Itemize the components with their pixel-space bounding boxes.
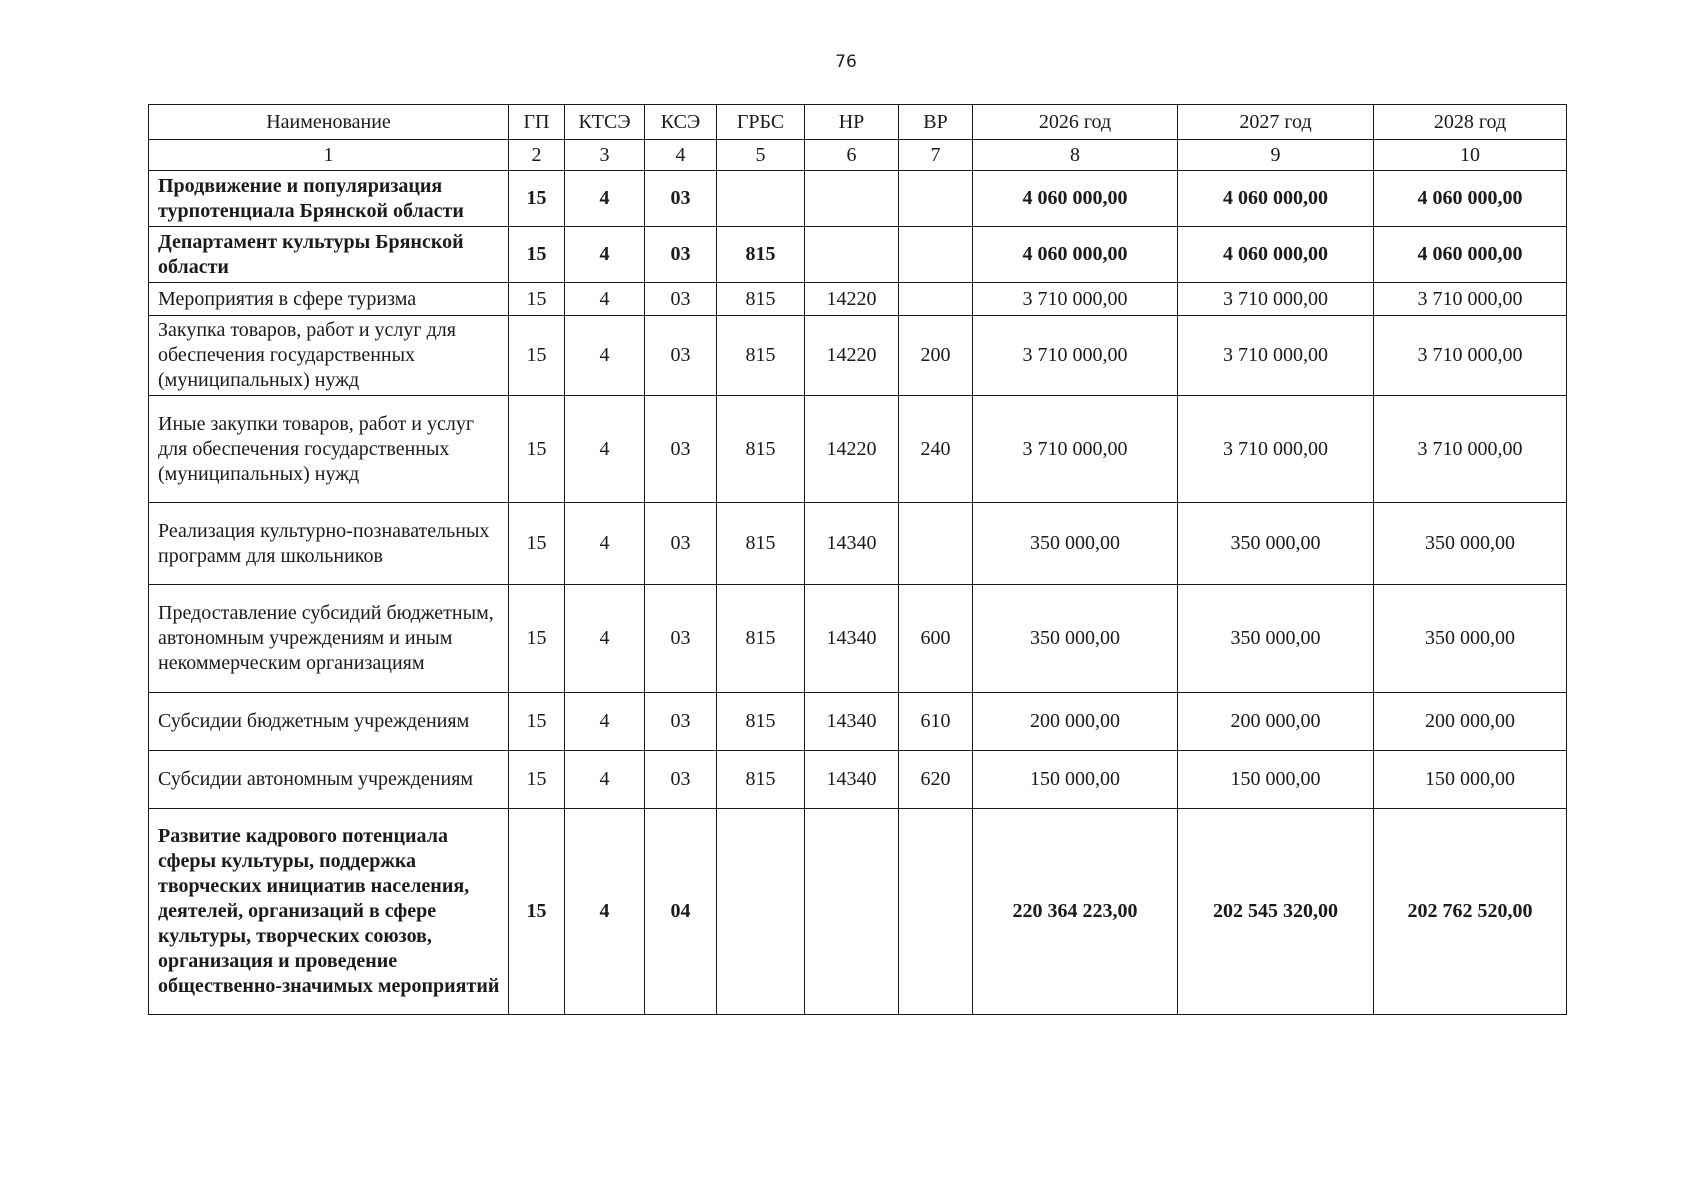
- cell-name: Реализация культурно-познавательных программ для школьников: [149, 503, 509, 585]
- cell-col-2: 15: [509, 503, 565, 585]
- cell-col-8: 350 000,00: [973, 585, 1178, 693]
- cell-col-9: 200 000,00: [1178, 693, 1374, 751]
- cell-col-6: 14220: [805, 316, 899, 396]
- cell-col-6: 14220: [805, 396, 899, 503]
- cell-col-4: 03: [645, 396, 717, 503]
- cell-col-3: 3: [565, 140, 645, 171]
- table-row: [149, 227, 1567, 283]
- cell-col-7: 620: [899, 751, 973, 809]
- cell-col-3: 4: [565, 585, 645, 693]
- cell-col-5: 815: [717, 316, 805, 396]
- cell-name: 1: [149, 140, 509, 171]
- cell-col-10: 350 000,00: [1374, 585, 1567, 693]
- table-row: [149, 283, 1567, 316]
- cell-col-3: 4: [565, 283, 645, 316]
- cell-col-2: 15: [509, 316, 565, 396]
- cell-col-9: 350 000,00: [1178, 503, 1374, 585]
- cell-col-7: 610: [899, 693, 973, 751]
- cell-name: Мероприятия в сфере туризма: [149, 283, 509, 316]
- page-number: 76: [835, 52, 857, 72]
- cell-col-4: 03: [645, 693, 717, 751]
- table-row: [149, 693, 1567, 751]
- cell-col-6: [805, 171, 899, 227]
- cell-col-6: НР: [805, 105, 899, 140]
- cell-col-10: 202 762 520,00: [1374, 809, 1567, 1015]
- cell-col-7: [899, 809, 973, 1015]
- cell-col-10: 3 710 000,00: [1374, 316, 1567, 396]
- cell-col-3: 4: [565, 171, 645, 227]
- cell-col-6: [805, 809, 899, 1015]
- cell-col-9: 202 545 320,00: [1178, 809, 1374, 1015]
- cell-col-6: [805, 227, 899, 283]
- cell-col-10: 4 060 000,00: [1374, 227, 1567, 283]
- cell-name: Продвижение и популяризация турпотенциала Брянской области: [149, 171, 509, 227]
- cell-col-5: 815: [717, 693, 805, 751]
- cell-col-2: 15: [509, 227, 565, 283]
- cell-col-3: 4: [565, 316, 645, 396]
- cell-col-10: 3 710 000,00: [1374, 396, 1567, 503]
- cell-col-5: 5: [717, 140, 805, 171]
- cell-col-7: [899, 171, 973, 227]
- cell-col-5: 815: [717, 396, 805, 503]
- column-number-row: [149, 140, 1567, 171]
- cell-name: Иные закупки товаров, работ и услуг для обеспечения государственных (муниципальных) нужд: [149, 396, 509, 503]
- cell-col-9: 3 710 000,00: [1178, 283, 1374, 316]
- cell-col-2: 2: [509, 140, 565, 171]
- cell-name: Предоставление субсидий бюджетным, автономным учреждениям и иным некоммерческим организациям: [149, 585, 509, 693]
- cell-col-8: 8: [973, 140, 1178, 171]
- cell-name: Субсидии бюджетным учреждениям: [149, 693, 509, 751]
- cell-col-2: 15: [509, 585, 565, 693]
- cell-col-4: 03: [645, 283, 717, 316]
- cell-col-8: 150 000,00: [973, 751, 1178, 809]
- cell-col-6: 14340: [805, 503, 899, 585]
- cell-col-4: 03: [645, 171, 717, 227]
- cell-col-3: 4: [565, 693, 645, 751]
- cell-col-10: 150 000,00: [1374, 751, 1567, 809]
- cell-col-9: 150 000,00: [1178, 751, 1374, 809]
- cell-col-5: 815: [717, 503, 805, 585]
- cell-col-9: 4 060 000,00: [1178, 227, 1374, 283]
- cell-col-9: 3 710 000,00: [1178, 396, 1374, 503]
- table-header-row: [149, 105, 1567, 140]
- cell-col-4: 4: [645, 140, 717, 171]
- cell-name: Департамент культуры Брянской области: [149, 227, 509, 283]
- cell-col-6: 14340: [805, 693, 899, 751]
- cell-col-7: [899, 227, 973, 283]
- cell-col-8: 4 060 000,00: [973, 171, 1178, 227]
- cell-col-3: КТСЭ: [565, 105, 645, 140]
- cell-col-6: 14340: [805, 751, 899, 809]
- cell-col-9: 3 710 000,00: [1178, 316, 1374, 396]
- cell-col-5: 815: [717, 751, 805, 809]
- cell-col-10: 200 000,00: [1374, 693, 1567, 751]
- table-row: [149, 751, 1567, 809]
- cell-col-4: 04: [645, 809, 717, 1015]
- cell-col-2: 15: [509, 751, 565, 809]
- cell-col-9: 2027 год: [1178, 105, 1374, 140]
- cell-col-2: 15: [509, 396, 565, 503]
- cell-col-10: 10: [1374, 140, 1567, 171]
- cell-col-10: 4 060 000,00: [1374, 171, 1567, 227]
- cell-col-3: 4: [565, 503, 645, 585]
- cell-col-3: 4: [565, 227, 645, 283]
- table-row: [149, 316, 1567, 396]
- cell-col-7: ВР: [899, 105, 973, 140]
- cell-col-8: 220 364 223,00: [973, 809, 1178, 1015]
- cell-col-7: 600: [899, 585, 973, 693]
- cell-col-3: 4: [565, 751, 645, 809]
- cell-col-8: 2026 год: [973, 105, 1178, 140]
- cell-col-4: 03: [645, 316, 717, 396]
- cell-col-7: 200: [899, 316, 973, 396]
- cell-col-8: 3 710 000,00: [973, 283, 1178, 316]
- cell-col-6: 6: [805, 140, 899, 171]
- cell-col-5: [717, 809, 805, 1015]
- cell-col-8: 4 060 000,00: [973, 227, 1178, 283]
- cell-name: Наименование: [149, 105, 509, 140]
- cell-col-9: 4 060 000,00: [1178, 171, 1374, 227]
- cell-col-8: 200 000,00: [973, 693, 1178, 751]
- cell-col-4: КСЭ: [645, 105, 717, 140]
- cell-col-5: 815: [717, 227, 805, 283]
- cell-col-7: 240: [899, 396, 973, 503]
- cell-col-8: 350 000,00: [973, 503, 1178, 585]
- cell-col-4: 03: [645, 227, 717, 283]
- cell-col-2: 15: [509, 693, 565, 751]
- cell-col-3: 4: [565, 809, 645, 1015]
- cell-col-2: ГП: [509, 105, 565, 140]
- cell-col-5: 815: [717, 585, 805, 693]
- cell-col-4: 03: [645, 751, 717, 809]
- table-row: [149, 171, 1567, 227]
- cell-col-10: 3 710 000,00: [1374, 283, 1567, 316]
- cell-name: Закупка товаров, работ и услуг для обеспечения государственных (муниципальных) нужд: [149, 316, 509, 396]
- cell-name: Субсидии автономным учреждениям: [149, 751, 509, 809]
- cell-col-8: 3 710 000,00: [973, 316, 1178, 396]
- cell-col-10: 350 000,00: [1374, 503, 1567, 585]
- cell-col-8: 3 710 000,00: [973, 396, 1178, 503]
- cell-col-4: 03: [645, 503, 717, 585]
- cell-col-3: 4: [565, 396, 645, 503]
- cell-col-6: 14220: [805, 283, 899, 316]
- cell-col-6: 14340: [805, 585, 899, 693]
- cell-col-5: ГРБС: [717, 105, 805, 140]
- budget-table: [148, 104, 1567, 1015]
- table-row: [149, 503, 1567, 585]
- cell-col-9: 350 000,00: [1178, 585, 1374, 693]
- cell-col-7: [899, 283, 973, 316]
- table-row: [149, 585, 1567, 693]
- cell-col-9: 9: [1178, 140, 1374, 171]
- cell-col-4: 03: [645, 585, 717, 693]
- table-row: [149, 396, 1567, 503]
- cell-col-2: 15: [509, 809, 565, 1015]
- cell-col-5: 815: [717, 283, 805, 316]
- cell-col-7: [899, 503, 973, 585]
- cell-col-5: [717, 171, 805, 227]
- cell-col-2: 15: [509, 283, 565, 316]
- cell-col-2: 15: [509, 171, 565, 227]
- cell-name: Развитие кадрового потенциала сферы культуры, поддержка творческих инициатив населения, деятелей, организаций в сфере культуры, творческих союзов, организация и проведение общественно-значимых мероприятий: [149, 809, 509, 1015]
- cell-col-10: 2028 год: [1374, 105, 1567, 140]
- cell-col-7: 7: [899, 140, 973, 171]
- table-row: [149, 809, 1567, 1015]
